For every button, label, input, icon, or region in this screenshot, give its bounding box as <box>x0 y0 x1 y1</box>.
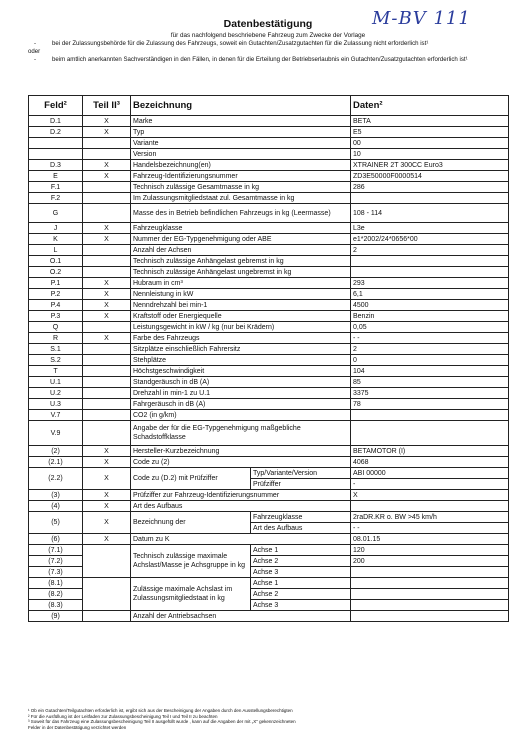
feld-cell: (2.1) <box>29 457 83 468</box>
teil-cell: X <box>83 490 131 501</box>
table-row <box>29 149 509 160</box>
intro-bullet-2 <box>28 56 508 64</box>
teil-cell: X <box>83 127 131 138</box>
daten-cell[interactable]: 108 - 114 <box>351 204 509 223</box>
bezeichnung-cell: Farbe des Fahrzeugs <box>131 333 351 344</box>
teil-cell <box>83 545 131 578</box>
teil-cell <box>83 193 131 204</box>
sub-label-cell: Typ/Variante/Version <box>251 468 351 479</box>
bezeichnung-cell: Fahrgeräusch in dB (A) <box>131 399 351 410</box>
daten-cell[interactable]: 2raDR.KR o. BW >45 km/h <box>351 512 509 523</box>
bezeichnung-cell: Nenndrehzahl bei min-1 <box>131 300 351 311</box>
bezeichnung-cell: CO2 (in g/km) <box>131 410 351 421</box>
table-row <box>29 322 509 333</box>
bezeichnung-cell: Im Zulassungsmitgliedstaat zul. Gesamtmasse in kg <box>131 193 351 204</box>
bezeichnung-cell: Masse des in Betrieb befindlichen Fahrzeugs in kg (Leermasse) <box>131 204 351 223</box>
feld-cell: D.3 <box>29 160 83 171</box>
feld-cell: (7.2) <box>29 556 83 567</box>
teil-cell: X <box>83 223 131 234</box>
bezeichnung-cell: Hubraum in cm³ <box>131 278 351 289</box>
table-row <box>29 267 509 278</box>
table-row <box>29 127 509 138</box>
daten-cell[interactable] <box>351 501 509 512</box>
feld-cell: P.3 <box>29 311 83 322</box>
bezeichnung-cell: Marke <box>131 116 351 127</box>
teil-cell: X <box>83 333 131 344</box>
feld-cell: (4) <box>29 501 83 512</box>
header-daten: Daten² <box>351 96 509 116</box>
intro-bullet-1-text: bei der Zulassungsbehörde für die Zulassung des Fahrzeugs, soweit ein Gutachten/Zusatzgutachten für die Zulassung nicht erforderlich ist¹ <box>52 40 429 47</box>
bezeichnung-cell: Stehplätze <box>131 355 351 366</box>
table-row <box>29 193 509 204</box>
feld-cell: (5) <box>29 512 83 534</box>
teil-cell: X <box>83 468 131 490</box>
table-row <box>29 300 509 311</box>
bezeichnung-cell: Fahrzeugklasse <box>131 223 351 234</box>
bezeichnung-cell: Anzahl der Achsen <box>131 245 351 256</box>
teil-cell <box>83 245 131 256</box>
bezeichnung-cell: Art des Aufbaus <box>131 501 351 512</box>
daten-cell[interactable]: 10 <box>351 149 509 160</box>
daten-cell[interactable]: E5 <box>351 127 509 138</box>
daten-cell[interactable] <box>351 267 509 278</box>
table-row <box>29 446 509 457</box>
bezeichnung-cell: Technisch zulässige Anhängelast ungebremst in kg <box>131 267 351 278</box>
teil-cell: X <box>83 512 131 534</box>
daten-cell[interactable] <box>351 410 509 421</box>
feld-cell: G <box>29 204 83 223</box>
feld-cell: K <box>29 234 83 245</box>
sub-label-cell: Achse 3 <box>251 600 351 611</box>
bezeichnung-cell: Standgeräusch in dB (A) <box>131 377 351 388</box>
daten-cell[interactable]: 0 <box>351 355 509 366</box>
feld-cell: S.1 <box>29 344 83 355</box>
dash-mark: - <box>34 40 37 47</box>
page-subtitle: für das nachfolgend beschriebene Fahrzeug zum Zwecke der Vorlage <box>170 32 366 39</box>
daten-cell[interactable]: 6,1 <box>351 289 509 300</box>
feld-cell: (8.3) <box>29 600 83 611</box>
teil-cell <box>83 611 131 622</box>
feld-cell: P.4 <box>29 300 83 311</box>
daten-cell[interactable]: X <box>351 490 509 501</box>
daten-cell[interactable]: 2 <box>351 245 509 256</box>
daten-cell[interactable] <box>351 256 509 267</box>
feld-cell: T <box>29 366 83 377</box>
teil-cell <box>83 182 131 193</box>
table-row <box>29 377 509 388</box>
sub-label-cell: Achse 3 <box>251 567 351 578</box>
table-row <box>29 388 509 399</box>
bezeichnung-cell: Technisch zulässige Gesamtmasse in kg <box>131 182 351 193</box>
teil-cell <box>83 138 131 149</box>
table-row <box>29 234 509 245</box>
feld-cell: (6) <box>29 534 83 545</box>
feld-cell: V.7 <box>29 410 83 421</box>
bezeichnung-cell: Bezeichnung der <box>131 512 251 534</box>
daten-cell[interactable]: Benzin <box>351 311 509 322</box>
teil-cell: X <box>83 300 131 311</box>
bezeichnung-cell: Version <box>131 149 351 160</box>
teil-cell <box>83 388 131 399</box>
daten-cell[interactable]: - - <box>351 333 509 344</box>
daten-cell[interactable] <box>351 567 509 578</box>
bezeichnung-cell: Angabe der für die EG-Typgenehmigung maßgebliche Schadstoffklasse <box>131 421 351 446</box>
daten-cell[interactable] <box>351 193 509 204</box>
teil-cell <box>83 344 131 355</box>
teil-cell: X <box>83 160 131 171</box>
bezeichnung-cell: Prüfziffer zur Fahrzeug-Identifizierungsnummer <box>131 490 351 501</box>
feld-cell: (9) <box>29 611 83 622</box>
daten-cell[interactable]: - <box>351 479 509 490</box>
teil-cell <box>83 377 131 388</box>
feld-cell <box>29 138 83 149</box>
daten-cell[interactable]: XTRAINER 2T 300CC Euro3 <box>351 160 509 171</box>
footnotes <box>28 708 508 730</box>
teil-cell: X <box>83 234 131 245</box>
teil-cell: X <box>83 311 131 322</box>
teil-cell <box>83 256 131 267</box>
daten-cell[interactable]: 2 <box>351 344 509 355</box>
table-row <box>29 512 509 523</box>
bezeichnung-cell: Code zu (D.2) mit Prüfziffer <box>131 468 251 490</box>
daten-cell[interactable]: ZD3E50000F0000514 <box>351 171 509 182</box>
feld-cell: D.1 <box>29 116 83 127</box>
bezeichnung-cell: Zulässige maximale Achslast im Zulassungsmitgliedstaat in kg <box>131 578 251 611</box>
daten-cell[interactable]: 104 <box>351 366 509 377</box>
table-row <box>29 468 509 479</box>
table-row <box>29 289 509 300</box>
table-row <box>29 171 509 182</box>
bezeichnung-cell: Code zu (2) <box>131 457 351 468</box>
table-row <box>29 278 509 289</box>
daten-cell[interactable]: 293 <box>351 278 509 289</box>
feld-cell: J <box>29 223 83 234</box>
table-row <box>29 501 509 512</box>
table-row <box>29 399 509 410</box>
teil-cell: X <box>83 116 131 127</box>
feld-cell: L <box>29 245 83 256</box>
feld-cell: (2) <box>29 446 83 457</box>
teil-cell <box>83 149 131 160</box>
feld-cell: (7.3) <box>29 567 83 578</box>
daten-cell[interactable] <box>351 421 509 446</box>
teil-cell <box>83 399 131 410</box>
feld-cell: O.2 <box>29 267 83 278</box>
feld-cell: D.2 <box>29 127 83 138</box>
daten-cell[interactable]: - - <box>351 523 509 534</box>
bezeichnung-cell: Hersteller-Kurzbezeichnung <box>131 446 351 457</box>
bezeichnung-cell: Datum zu K <box>131 534 351 545</box>
teil-cell <box>83 322 131 333</box>
bezeichnung-cell: Nummer der EG-Typgenehmigung oder ABE <box>131 234 351 245</box>
daten-cell[interactable]: 3375 <box>351 388 509 399</box>
table-row <box>29 366 509 377</box>
footnote: ³ Soweit für das Fahrzeug eine Zulassungsbescheinigung Teil II ausgefüllt wurde , kann auf die Angaben der mit „X" gekennzeichneten <box>28 719 296 724</box>
sub-label-cell: Achse 2 <box>251 556 351 567</box>
bezeichnung-cell: Variante <box>131 138 351 149</box>
teil-cell: X <box>83 278 131 289</box>
feld-cell: (8.1) <box>29 578 83 589</box>
header-bezeichnung: Bezeichnung <box>131 96 351 116</box>
table-row <box>29 344 509 355</box>
daten-cell[interactable] <box>351 611 509 622</box>
daten-cell[interactable]: 200 <box>351 556 509 567</box>
daten-cell[interactable]: 00 <box>351 138 509 149</box>
sub-label-cell: Prüfziffer <box>251 479 351 490</box>
bezeichnung-cell: Handelsbezeichnung(en) <box>131 160 351 171</box>
bezeichnung-cell: Kraftstoff oder Energiequelle <box>131 311 351 322</box>
daten-cell[interactable]: 4500 <box>351 300 509 311</box>
bezeichnung-cell: Technisch zulässige maximale Achslast/Masse je Achsgruppe in kg <box>131 545 251 578</box>
bezeichnung-cell: Fahrzeug-Identifizierungsnummer <box>131 171 351 182</box>
daten-cell[interactable] <box>351 600 509 611</box>
intro-bullet-2-text: beim amtlich anerkannten Sachverständigen in den Fällen, in denen für die Erteilung der Betriebserlaubnis ein Gutachten/Zusatzgutachten erforderlich ist¹ <box>52 56 468 63</box>
daten-cell[interactable] <box>351 589 509 600</box>
daten-cell[interactable]: 286 <box>351 182 509 193</box>
feld-cell: (3) <box>29 490 83 501</box>
data-table <box>28 95 509 622</box>
table-row <box>29 578 509 589</box>
table-row <box>29 160 509 171</box>
table-row <box>29 311 509 322</box>
dash-mark: - <box>34 56 37 63</box>
teil-cell: X <box>83 457 131 468</box>
header-feld: Feld² <box>29 96 83 116</box>
sub-label-cell: Achse 2 <box>251 589 351 600</box>
feld-cell: P.2 <box>29 289 83 300</box>
feld-cell: (2.2) <box>29 468 83 490</box>
teil-cell <box>83 410 131 421</box>
feld-cell: S.2 <box>29 355 83 366</box>
feld-cell: U.3 <box>29 399 83 410</box>
table-row <box>29 534 509 545</box>
bezeichnung-cell: Technisch zulässige Anhängelast gebremst in kg <box>131 256 351 267</box>
bezeichnung-cell: Drehzahl in min-1 zu U.1 <box>131 388 351 399</box>
sub-label-cell: Achse 1 <box>251 578 351 589</box>
table-row <box>29 457 509 468</box>
daten-cell[interactable]: 78 <box>351 399 509 410</box>
bezeichnung-cell: Leistungsgewicht in kW / kg (nur bei Krädern) <box>131 322 351 333</box>
teil-cell: X <box>83 501 131 512</box>
feld-cell: F.1 <box>29 182 83 193</box>
table-row <box>29 333 509 344</box>
table-row <box>29 182 509 193</box>
intro-oder: oder <box>28 48 41 55</box>
feld-cell: U.1 <box>29 377 83 388</box>
intro-bullet-1 <box>28 40 508 48</box>
feld-cell: (8.2) <box>29 589 83 600</box>
feld-cell: U.2 <box>29 388 83 399</box>
table-row <box>29 204 509 223</box>
bezeichnung-cell: Nennleistung in kW <box>131 289 351 300</box>
table-row <box>29 138 509 149</box>
teil-cell: X <box>83 171 131 182</box>
footnote: ¹ Ob ein Gutachten/Teilgutachten erforderlich ist, ergibt sich aus der Bescheinigung der Angaben durch den Ausstellungsberechtigten <box>28 708 293 713</box>
bezeichnung-cell: Typ <box>131 127 351 138</box>
feld-cell: (7.1) <box>29 545 83 556</box>
teil-cell: X <box>83 534 131 545</box>
feld-cell <box>29 149 83 160</box>
bezeichnung-cell: Höchstgeschwindigkeit <box>131 366 351 377</box>
daten-cell[interactable]: e1*2002/24*0656*00 <box>351 234 509 245</box>
sub-label-cell: Fahrzeugklasse <box>251 512 351 523</box>
daten-cell[interactable] <box>351 578 509 589</box>
table-row <box>29 410 509 421</box>
feld-cell: O.1 <box>29 256 83 267</box>
feld-cell: R <box>29 333 83 344</box>
teil-cell: X <box>83 446 131 457</box>
footnote: ² Für die Ausfüllung ist der Leitfaden zur Zulassungsbescheinigung Teil I und Teil II zu beachten <box>28 713 218 719</box>
feld-cell: P.1 <box>29 278 83 289</box>
daten-cell[interactable]: 0,05 <box>351 322 509 333</box>
table-row <box>29 355 509 366</box>
header-teil: Teil II³ <box>83 96 131 116</box>
daten-cell[interactable]: BETAMOTOR (I) <box>351 446 509 457</box>
table-row <box>29 116 509 127</box>
sub-label-cell: Art des Aufbaus <box>251 523 351 534</box>
page-title: Datenbestätigung <box>223 18 313 30</box>
daten-cell[interactable]: ABI 00000 <box>351 468 509 479</box>
table-row <box>29 256 509 267</box>
table-row <box>29 611 509 622</box>
table-row <box>29 421 509 446</box>
daten-cell[interactable]: 85 <box>351 377 509 388</box>
teil-cell: X <box>83 289 131 300</box>
table-row <box>29 490 509 501</box>
table-header-row <box>29 96 509 116</box>
intro-text <box>28 40 508 64</box>
teil-cell <box>83 366 131 377</box>
table-row <box>29 223 509 234</box>
bezeichnung-cell: Anzahl der Antriebsachsen <box>131 611 351 622</box>
table-row <box>29 245 509 256</box>
table-row <box>29 545 509 556</box>
teil-cell <box>83 204 131 223</box>
feld-cell: F.2 <box>29 193 83 204</box>
handwritten-note: M-BV 111 <box>372 8 471 29</box>
teil-cell <box>83 578 131 611</box>
feld-cell: E <box>29 171 83 182</box>
sub-label-cell: Achse 1 <box>251 545 351 556</box>
daten-cell[interactable]: L3e <box>351 223 509 234</box>
footnote: Felder in der Datenbestätigung verzichtet werden <box>28 724 127 730</box>
bezeichnung-cell: Sitzplätze einschließlich Fahrersitz <box>131 344 351 355</box>
daten-cell[interactable]: BETA <box>351 116 509 127</box>
daten-cell[interactable]: 4068 <box>351 457 509 468</box>
daten-cell[interactable]: 08.01.15 <box>351 534 509 545</box>
teil-cell <box>83 267 131 278</box>
daten-cell[interactable]: 120 <box>351 545 509 556</box>
feld-cell: V.9 <box>29 421 83 446</box>
feld-cell: Q <box>29 322 83 333</box>
teil-cell <box>83 421 131 446</box>
teil-cell <box>83 355 131 366</box>
